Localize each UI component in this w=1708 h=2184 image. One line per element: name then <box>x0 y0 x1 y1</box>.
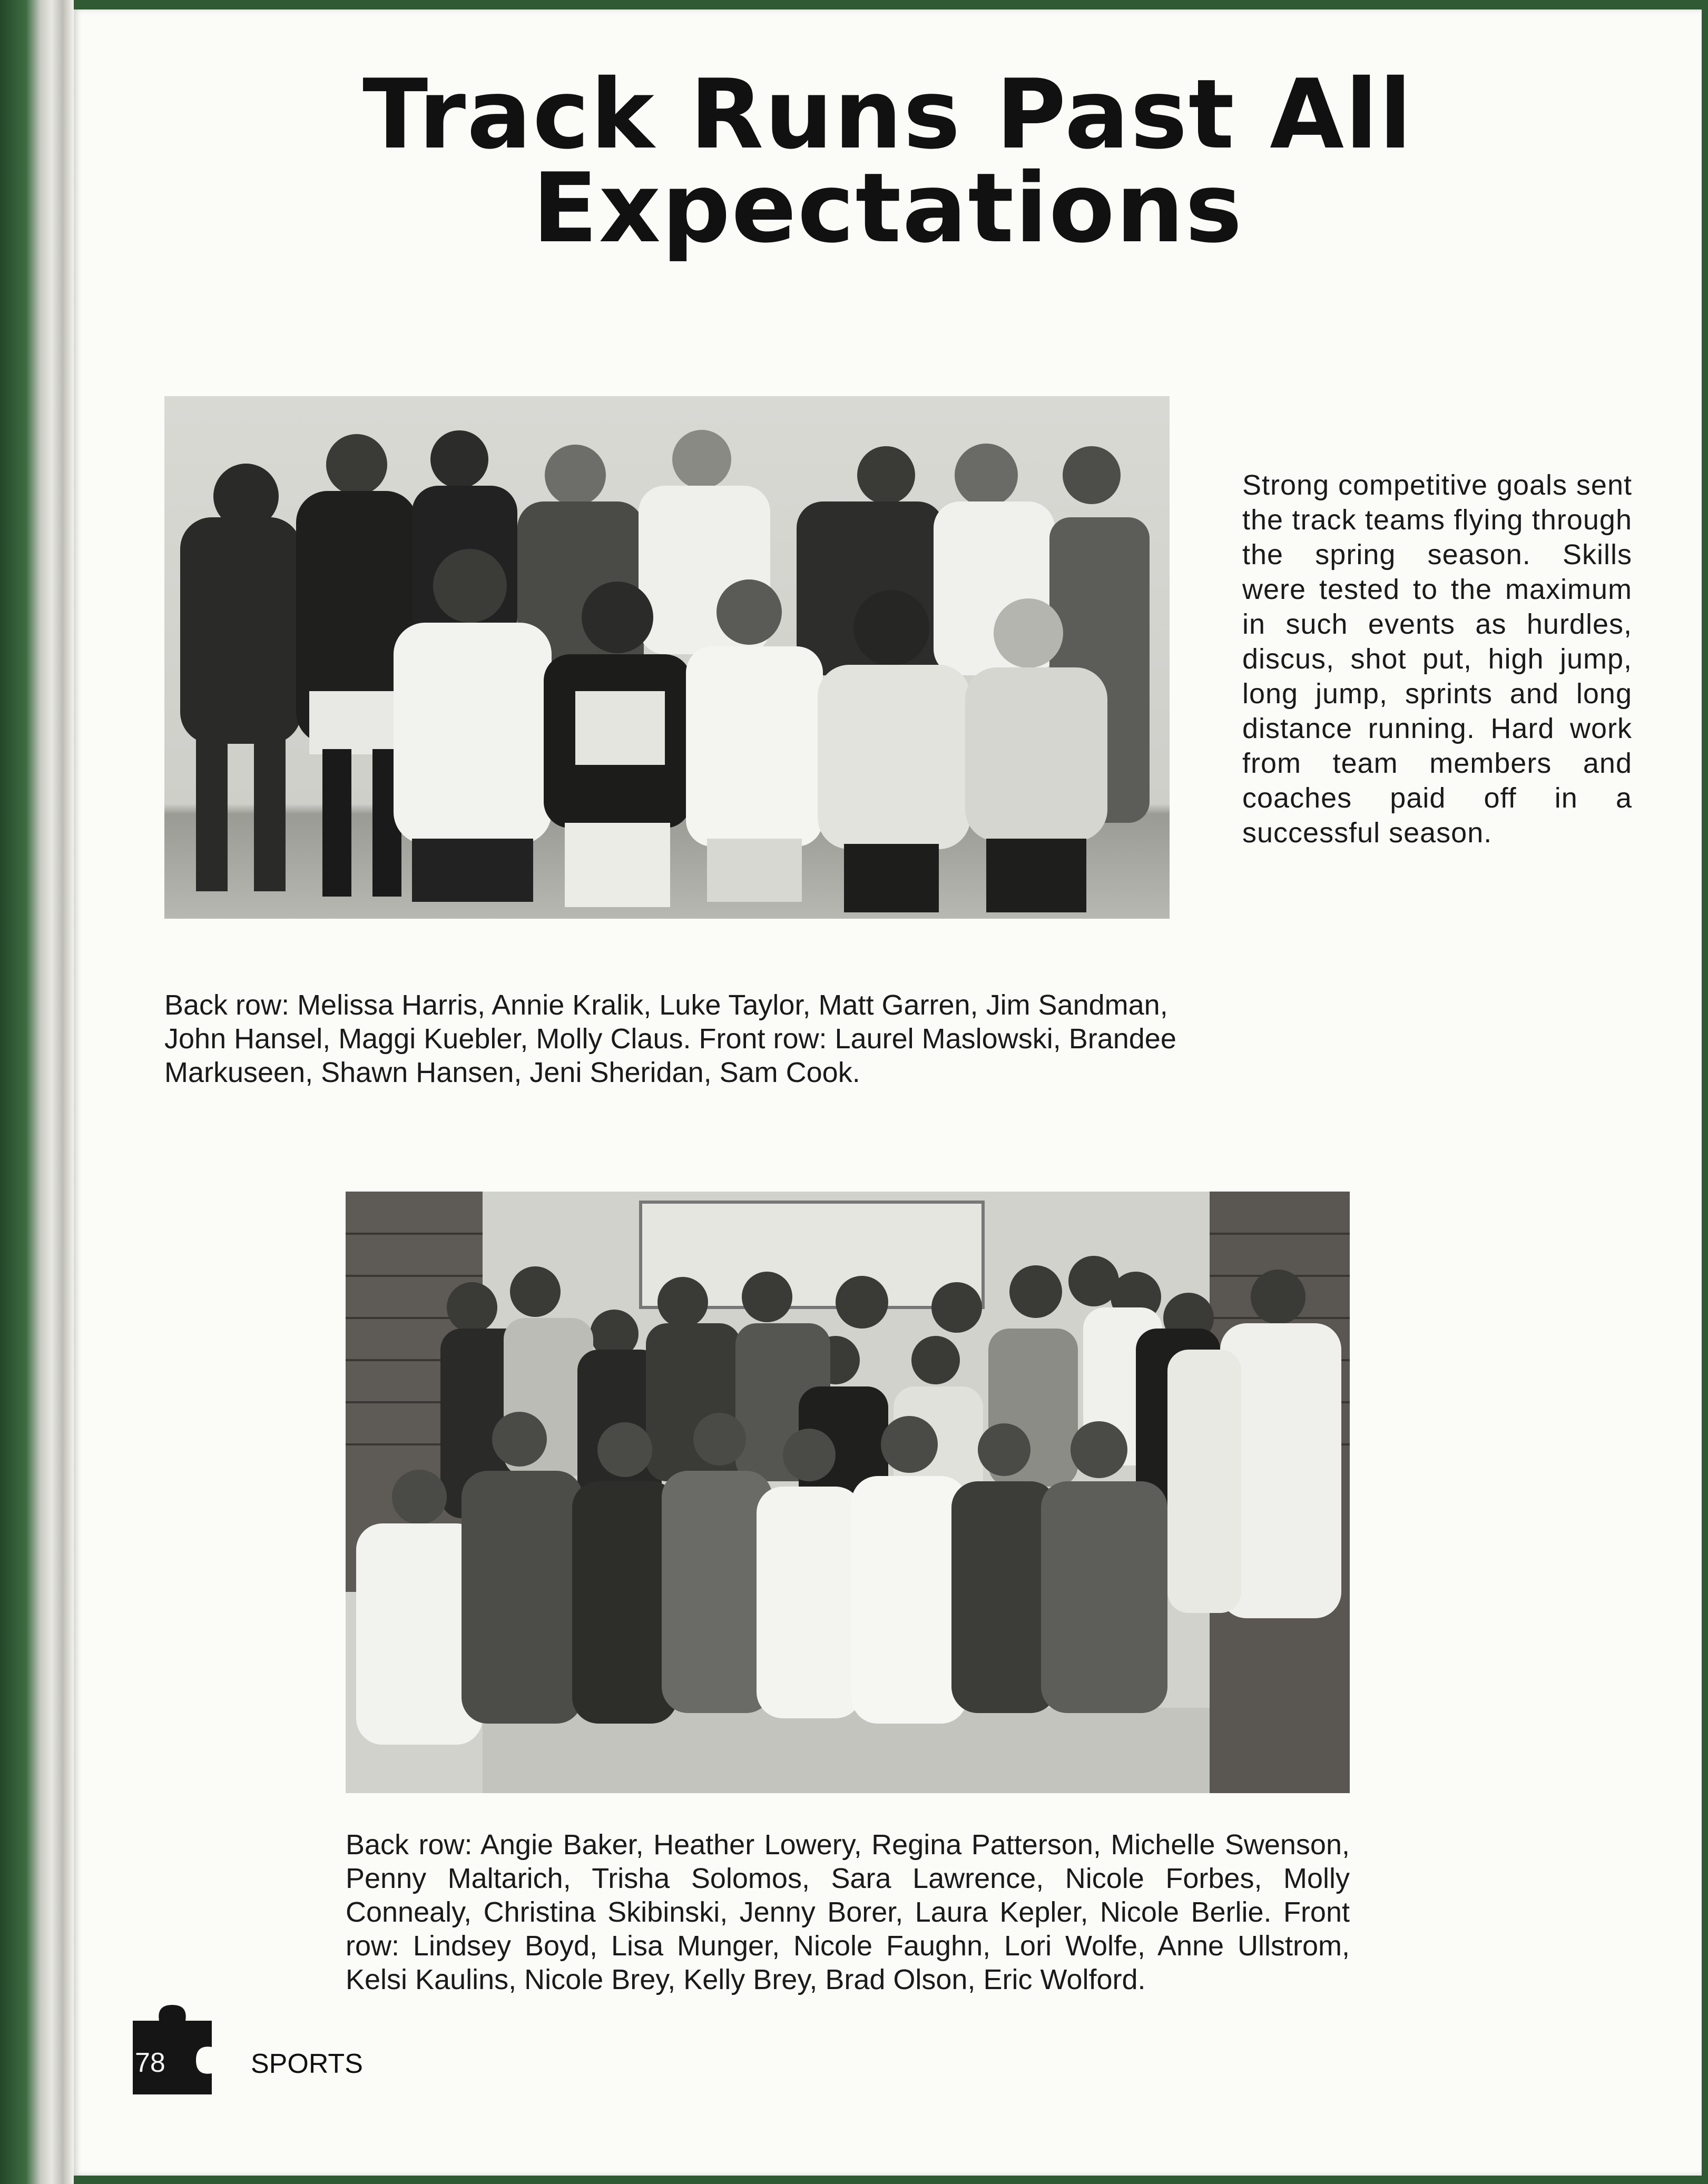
section-label: SPORTS <box>251 2049 363 2079</box>
title-line-1: Track Runs Past All <box>362 58 1413 170</box>
page-title <box>74 58 1702 264</box>
intro-paragraph: Strong competitive goals sent the track teams flying through the spring season. Skills were tested to the maximum in such events as hurdles, discus, shot put, high jump, long jump, sprints and long distance running. Hard work from team members and coaches paid off in a successful season. <box>1242 469 1632 849</box>
title-line-2: Expectations <box>532 152 1243 264</box>
caption-top-photo: Back row: Melissa Harris, Annie Kralik, Luke Taylor, Matt Garren, Jim Sandman, John Hansel, Maggi Kuebler, Molly Claus. Front row: Laurel Maslowski, Brandee Markuseen, Shawn Hansen, Jeni Sheridan, Sam Cook. <box>164 989 1176 1088</box>
book-binding <box>0 0 74 2184</box>
page-number: 78 <box>135 2048 165 2078</box>
team-photo-top-image <box>164 396 1170 919</box>
caption-bottom-photo: Back row: Angie Baker, Heather Lowery, Regina Patterson, Michelle Swenson, Penny Maltarich, Trisha Solomos, Sara Lawrence, Nicole Forbes, Molly Connealy, Christina Skibinski, Jenny Borer, Laura Kepler, Nicole Berlie. Front row: Lindsey Boyd, Lisa Munger, Nicole Faughn, Lori Wolfe, Anne Ullstrom, Kelsi Kaulins, Nicole Brey, Kelly Brey, Brad Olson, Eric Wolford. <box>346 1829 1350 1995</box>
team-photo-bottom-image <box>346 1192 1350 1793</box>
team-photo-top <box>164 396 1170 919</box>
yearbook-page <box>74 9 1702 2176</box>
team-photo-bottom <box>346 1192 1350 1793</box>
